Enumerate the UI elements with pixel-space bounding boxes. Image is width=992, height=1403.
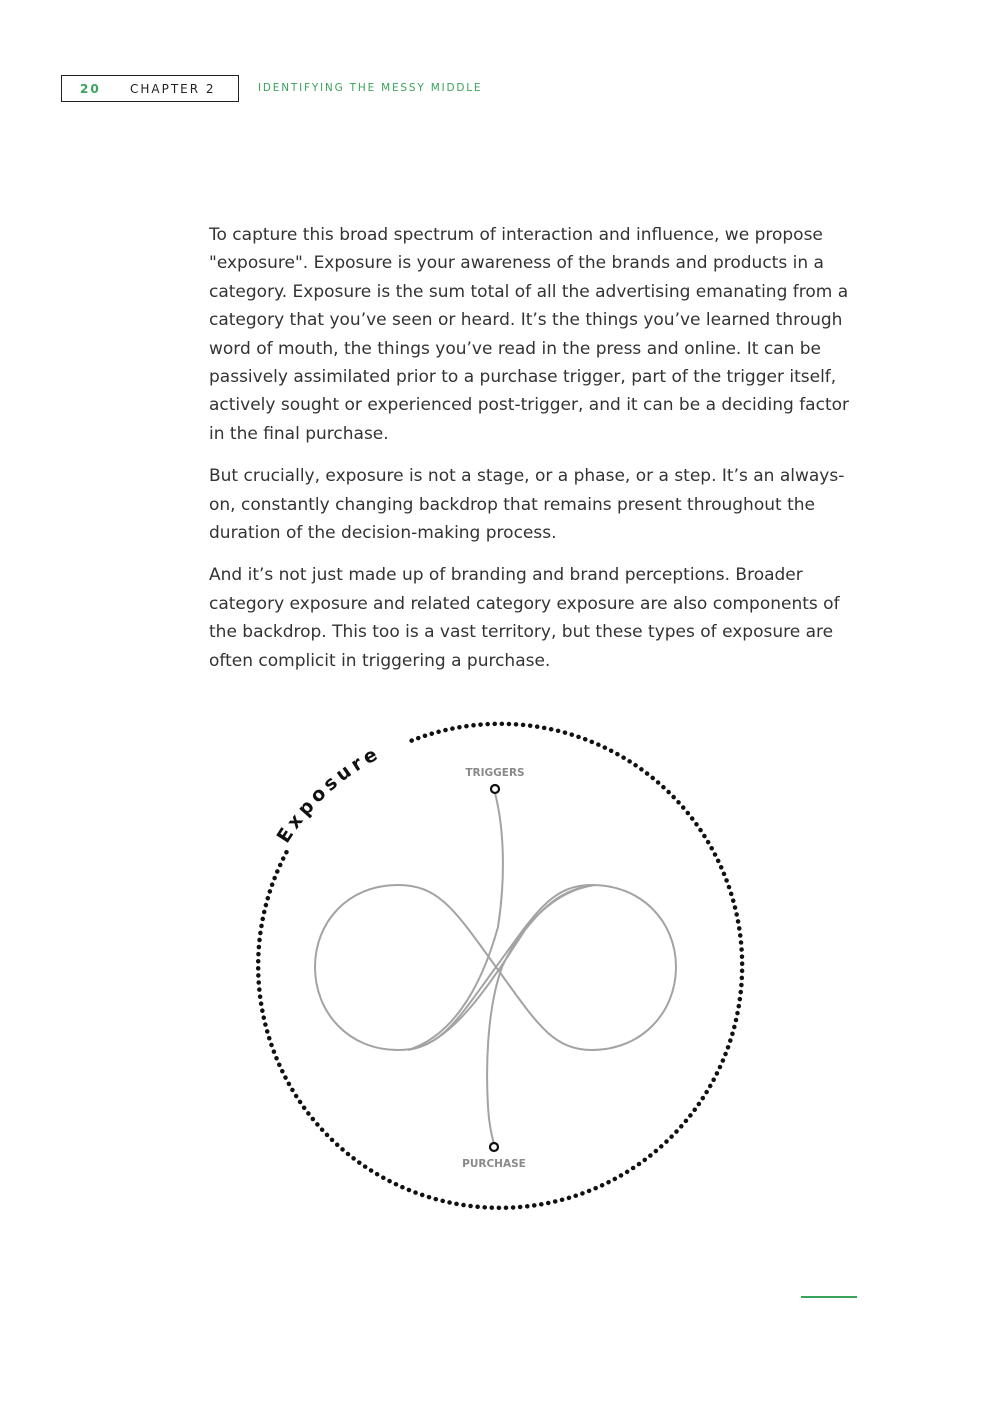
section-title: IDENTIFYING THE MESSY MIDDLE — [258, 82, 483, 94]
exposure-ring-label-text: Exposure — [272, 741, 385, 847]
exposure-diagram — [240, 712, 752, 1232]
infinity-loop — [315, 885, 676, 1050]
body-text — [209, 221, 854, 689]
purchase-label: PURCHASE — [462, 1158, 526, 1170]
paragraph: And it’s not just made up of branding and brand perceptions. Broader category exposure and related category exposure are also components of the backdrop. This too is a vast territory, but these types of exposure are often complicit in triggering a purchase. — [209, 565, 840, 671]
triggers-node — [491, 785, 499, 793]
purchase-node — [490, 1143, 498, 1151]
decision-path — [408, 793, 595, 1144]
chapter-header-box — [61, 75, 239, 102]
footer-rule — [801, 1296, 857, 1298]
paragraph: To capture this broad spectrum of interaction and influence, we propose "exposure". Exposure is your awareness of the brands and products in a category. Exposure is the sum total of all the advertising emanating from a category that you’ve seen or heard. It’s the things you’ve learned through word of mouth, the things you’ve read in the press and online. It can be passively assimilated prior to a purchase trigger, part of the trigger itself, actively sought or experienced post-trigger, and it can be a deciding factor in the final purchase. — [209, 225, 850, 444]
chapter-label: CHAPTER 2 — [130, 82, 216, 96]
page-number: 20 — [80, 82, 101, 96]
triggers-label: TRIGGERS — [465, 767, 525, 779]
exposure-ring-label — [273, 742, 385, 847]
paragraph: But crucially, exposure is not a stage, or a phase, or a step. It’s an always-on, constantly changing backdrop that remains present throughout the duration of the decision-making process. — [209, 466, 845, 544]
